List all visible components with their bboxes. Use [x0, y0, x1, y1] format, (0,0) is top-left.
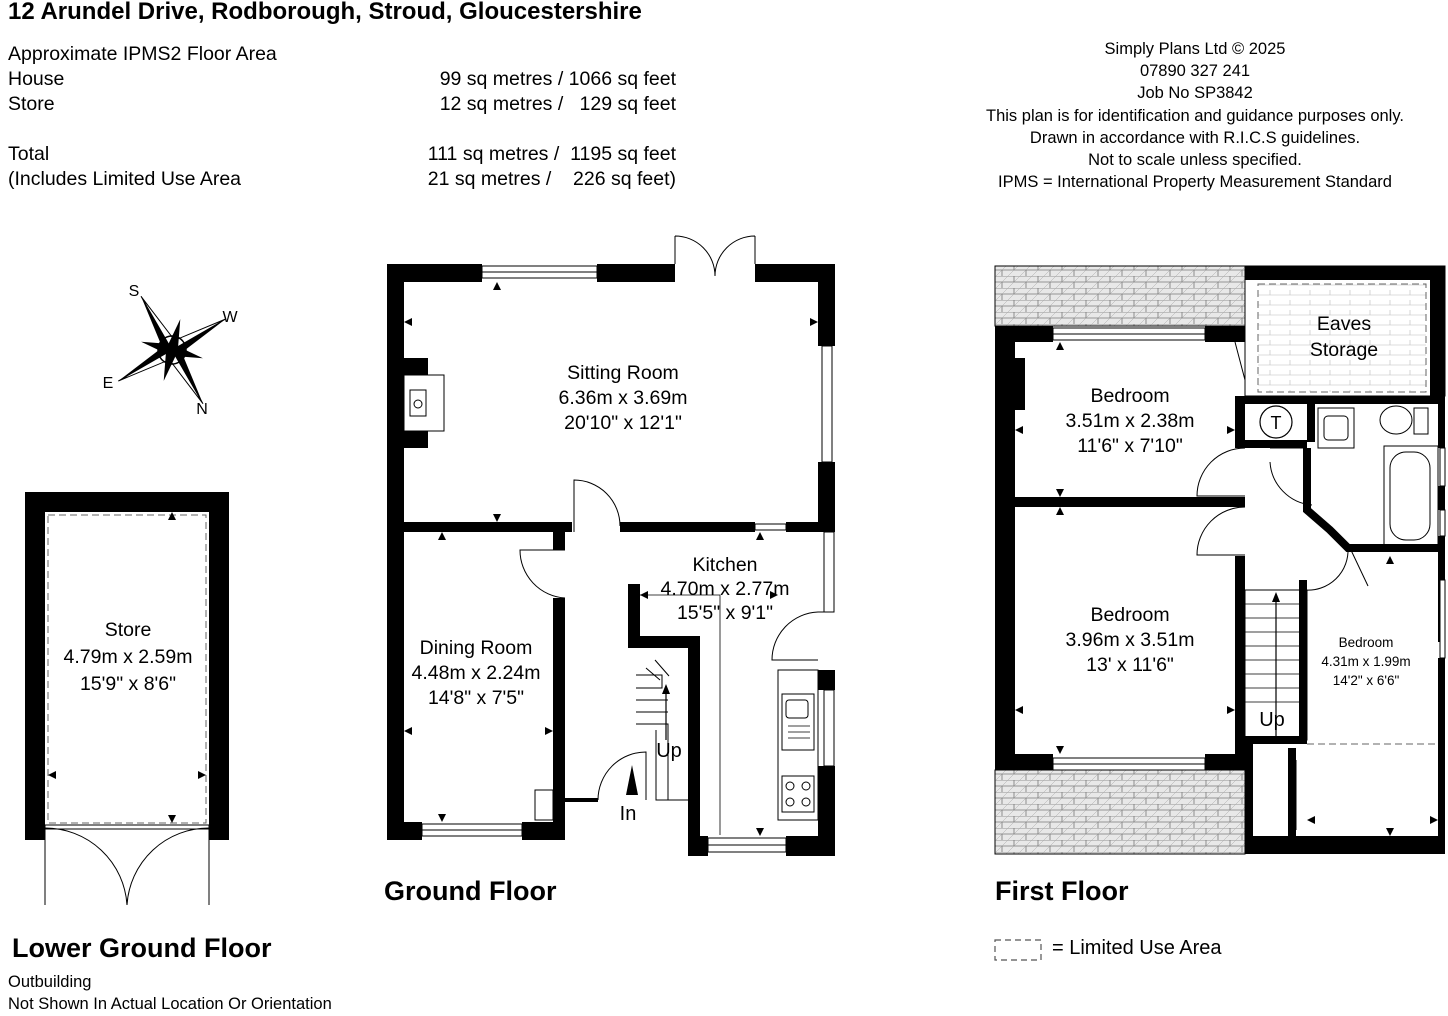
sitting-room-imperial: 20'10" x 12'1" — [564, 412, 682, 434]
store-imperial: 15'9" x 8'6" — [79, 673, 177, 695]
compass-east: E — [102, 375, 114, 392]
area-value: 111 sq metres / 1195 sq feet — [427, 143, 676, 165]
compass-north: N — [196, 401, 208, 418]
area-value: 12 sq metres / 129 sq feet — [439, 93, 676, 115]
company-line: IPMS = International Property Measurement Standard — [998, 173, 1392, 192]
company-line: Job No SP3842 — [1137, 84, 1253, 103]
kitchen-name: Kitchen — [692, 554, 758, 576]
area-label: Store — [8, 93, 55, 115]
tank-label: T — [1270, 413, 1282, 433]
outbuilding-note: Outbuilding — [8, 973, 92, 991]
lower-ground-floor-label: Lower Ground Floor — [12, 933, 272, 963]
company-line: Not to scale unless specified. — [1088, 151, 1302, 170]
kitchen-metric: 4.70m x 2.77m — [660, 578, 790, 600]
bedroom2-name: Bedroom — [1090, 604, 1170, 626]
bedroom2-imperial: 13' x 11'6" — [1086, 654, 1174, 676]
area-label: (Includes Limited Use Area — [8, 168, 242, 190]
area-label: House — [8, 68, 65, 90]
dining-room-imperial: 14'8" x 7'5" — [427, 687, 525, 709]
compass-west: W — [222, 309, 238, 326]
ground-stairs-up: Up — [656, 740, 682, 762]
store-plan — [25, 492, 229, 905]
bedroom2-metric: 3.96m x 3.51m — [1065, 629, 1195, 651]
bedroom3-name: Bedroom — [1338, 635, 1394, 650]
bedroom3-metric: 4.31m x 1.99m — [1321, 654, 1411, 669]
entrance-in: In — [619, 803, 637, 825]
orientation-note: Not Shown In Actual Location Or Orientation — [8, 995, 332, 1013]
sitting-room-metric: 6.36m x 3.69m — [558, 387, 688, 409]
sitting-room-name: Sitting Room — [567, 362, 679, 384]
first-floor-label: First Floor — [995, 876, 1129, 906]
bedroom3-imperial: 14'2" x 6'6" — [1332, 673, 1400, 688]
company-line: 07890 327 241 — [1139, 62, 1251, 81]
eaves-storage-label-line2: Storage — [1309, 339, 1379, 361]
dining-room-name: Dining Room — [419, 637, 533, 659]
company-line: Simply Plans Ltd © 2025 — [1104, 40, 1286, 58]
compass-rose — [87, 265, 256, 434]
area-value: 99 sq metres / 1066 sq feet — [439, 68, 676, 90]
eaves-storage-label-line1: Eaves — [1316, 313, 1372, 335]
property-address: 12 Arundel Drive, Rodborough, Stroud, Gloucestershire — [8, 0, 642, 25]
bedroom1-name: Bedroom — [1090, 385, 1170, 407]
bedroom1-imperial: 11'6" x 7'10" — [1077, 435, 1183, 457]
company-line: This plan is for identification and guidance purposes only. — [986, 106, 1404, 125]
store-name: Store — [104, 619, 152, 641]
ground-floor-label: Ground Floor — [384, 876, 557, 906]
compass-south: S — [128, 283, 140, 300]
company-line: Drawn in accordance with R.I.C.S guidelines. — [1029, 128, 1361, 147]
first-stairs-up: Up — [1259, 709, 1285, 731]
legend-text: = Limited Use Area — [1052, 937, 1222, 959]
area-value: 21 sq metres / 226 sq feet) — [427, 168, 676, 190]
bedroom1-metric: 3.51m x 2.38m — [1065, 410, 1195, 432]
ground-floor-plan — [387, 236, 835, 856]
legend-dashed-box — [995, 940, 1041, 960]
dining-room-metric: 4.48m x 2.24m — [411, 662, 541, 684]
floor-area-heading: Approximate IPMS2 Floor Area — [8, 43, 277, 65]
area-label: Total — [8, 143, 50, 165]
store-metric: 4.79m x 2.59m — [63, 646, 193, 668]
kitchen-imperial: 15'5" x 9'1" — [676, 602, 774, 624]
